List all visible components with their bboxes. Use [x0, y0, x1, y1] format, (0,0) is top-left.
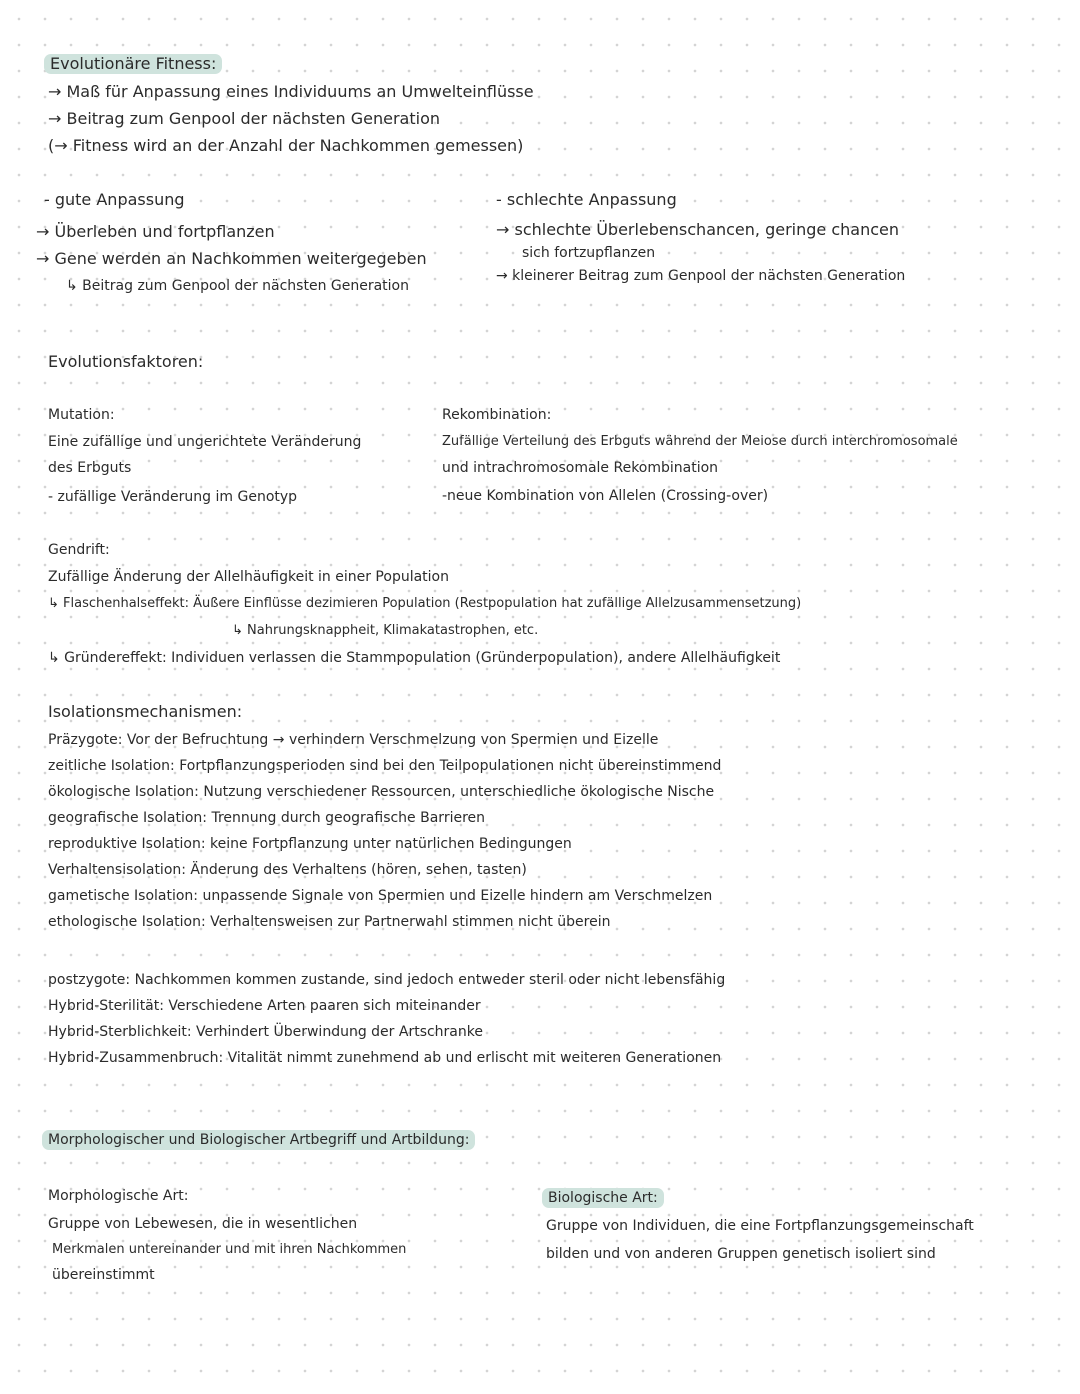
postzygotic-line: postzygote: Nachkommen kommen zustande, sind jedoch entweder steril oder nicht lebensfähig	[48, 972, 726, 988]
fitness-heading: Evolutionäre Fitness:	[44, 54, 222, 74]
bad-adaptation-line: → schlechte Überlebenschancen, geringe chancen	[496, 220, 899, 239]
factors-heading: Evolutionsfaktoren:	[48, 352, 204, 371]
drift-line: ↳ Flaschenhalseffekt: Äußere Einflüsse dezimieren Population (Restpopulation hat zufällige Allelzusammensetzung)	[48, 596, 802, 611]
recombination-line: -neue Kombination von Allelen (Crossing-over)	[442, 488, 769, 504]
bad-adaptation-heading: - schlechte Anpassung	[496, 190, 677, 209]
morphological-species-line: Merkmalen untereinander und mit ihren Nachkommen	[52, 1242, 407, 1257]
fitness-line: → Beitrag zum Genpool der nächsten Generation	[48, 109, 440, 128]
prezygotic-line: gametische Isolation: unpassende Signale von Spermien und Eizelle hindern am Verschmelzen	[48, 888, 713, 904]
prezygotic-line: Präzygote: Vor der Befruchtung → verhindern Verschmelzung von Spermien und Eizelle	[48, 732, 659, 748]
biological-species-line: Gruppe von Individuen, die eine Fortpflanzungsgemeinschaft	[546, 1218, 974, 1234]
postzygotic-line: Hybrid-Sterilität: Verschiedene Arten paaren sich miteinander	[48, 998, 481, 1014]
prezygotic-line: reproduktive Isolation: keine Fortpflanzung unter natürlichen Bedingungen	[48, 836, 572, 852]
recombination-heading: Rekombination:	[442, 407, 552, 423]
recombination-line: und intrachromosomale Rekombination	[442, 460, 719, 476]
fitness-line: (→ Fitness wird an der Anzahl der Nachkommen gemessen)	[48, 136, 524, 155]
prezygotic-line: Verhaltensisolation: Änderung des Verhaltens (hören, sehen, tasten)	[48, 862, 527, 878]
biological-species-heading: Biologische Art:	[542, 1188, 664, 1208]
mutation-line: - zufällige Veränderung im Genotyp	[48, 489, 298, 505]
species-heading: Morphologischer und Biologischer Artbegriff und Artbildung:	[42, 1130, 475, 1150]
drift-heading: Gendrift:	[48, 542, 110, 558]
morphological-species-line: übereinstimmt	[52, 1267, 155, 1283]
mutation-heading: Mutation:	[48, 407, 115, 423]
prezygotic-line: zeitliche Isolation: Fortpflanzungsperioden sind bei den Teilpopulationen nicht übereinstimmend	[48, 758, 722, 774]
prezygotic-line: ökologische Isolation: Nutzung verschiedener Ressourcen, unterschiedliche ökologische Nische	[48, 784, 715, 800]
bad-adaptation-line: sich fortzupflanzen	[522, 245, 656, 261]
good-adaptation-line: → Gene werden an Nachkommen weitergegeben	[36, 249, 427, 268]
fitness-line: → Maß für Anpassung eines Individuums an Umwelteinflüsse	[48, 82, 534, 101]
morphological-species-heading: Morphologische Art:	[48, 1188, 189, 1204]
postzygotic-line: Hybrid-Zusammenbruch: Vitalität nimmt zunehmend ab und erlischt mit weiteren Generationen	[48, 1050, 722, 1066]
mutation-line: Eine zufällige und ungerichtete Veränderung	[48, 434, 362, 450]
isolation-heading: Isolationsmechanismen:	[48, 702, 243, 721]
morphological-species-line: Gruppe von Lebewesen, die in wesentlichen	[48, 1216, 358, 1232]
good-adaptation-line: → Überleben und fortpflanzen	[36, 222, 275, 241]
bad-adaptation-line: → kleinerer Beitrag zum Genpool der nächsten Generation	[496, 268, 906, 284]
drift-line: ↳ Nahrungsknappheit, Klimakatastrophen, etc.	[232, 623, 539, 638]
drift-line: Zufällige Änderung der Allelhäufigkeit in einer Population	[48, 569, 449, 585]
postzygotic-line: Hybrid-Sterblichkeit: Verhindert Überwindung der Artschranke	[48, 1024, 483, 1040]
good-adaptation-heading: - gute Anpassung	[44, 190, 185, 209]
prezygotic-line: ethologische Isolation: Verhaltensweisen zur Partnerwahl stimmen nicht überein	[48, 914, 611, 930]
recombination-line: Zufällige Verteilung des Erbguts während der Meiose durch interchromosomale	[442, 434, 958, 449]
good-adaptation-line: ↳ Beitrag zum Genpool der nächsten Generation	[66, 278, 409, 294]
prezygotic-line: geografische Isolation: Trennung durch geografische Barrieren	[48, 810, 486, 826]
drift-line: ↳ Gründereffekt: Individuen verlassen die Stammpopulation (Gründerpopulation), andere Allelhäufigkeit	[48, 650, 781, 666]
biological-species-line: bilden und von anderen Gruppen genetisch isoliert sind	[546, 1246, 936, 1262]
mutation-line: des Erbguts	[48, 460, 132, 476]
